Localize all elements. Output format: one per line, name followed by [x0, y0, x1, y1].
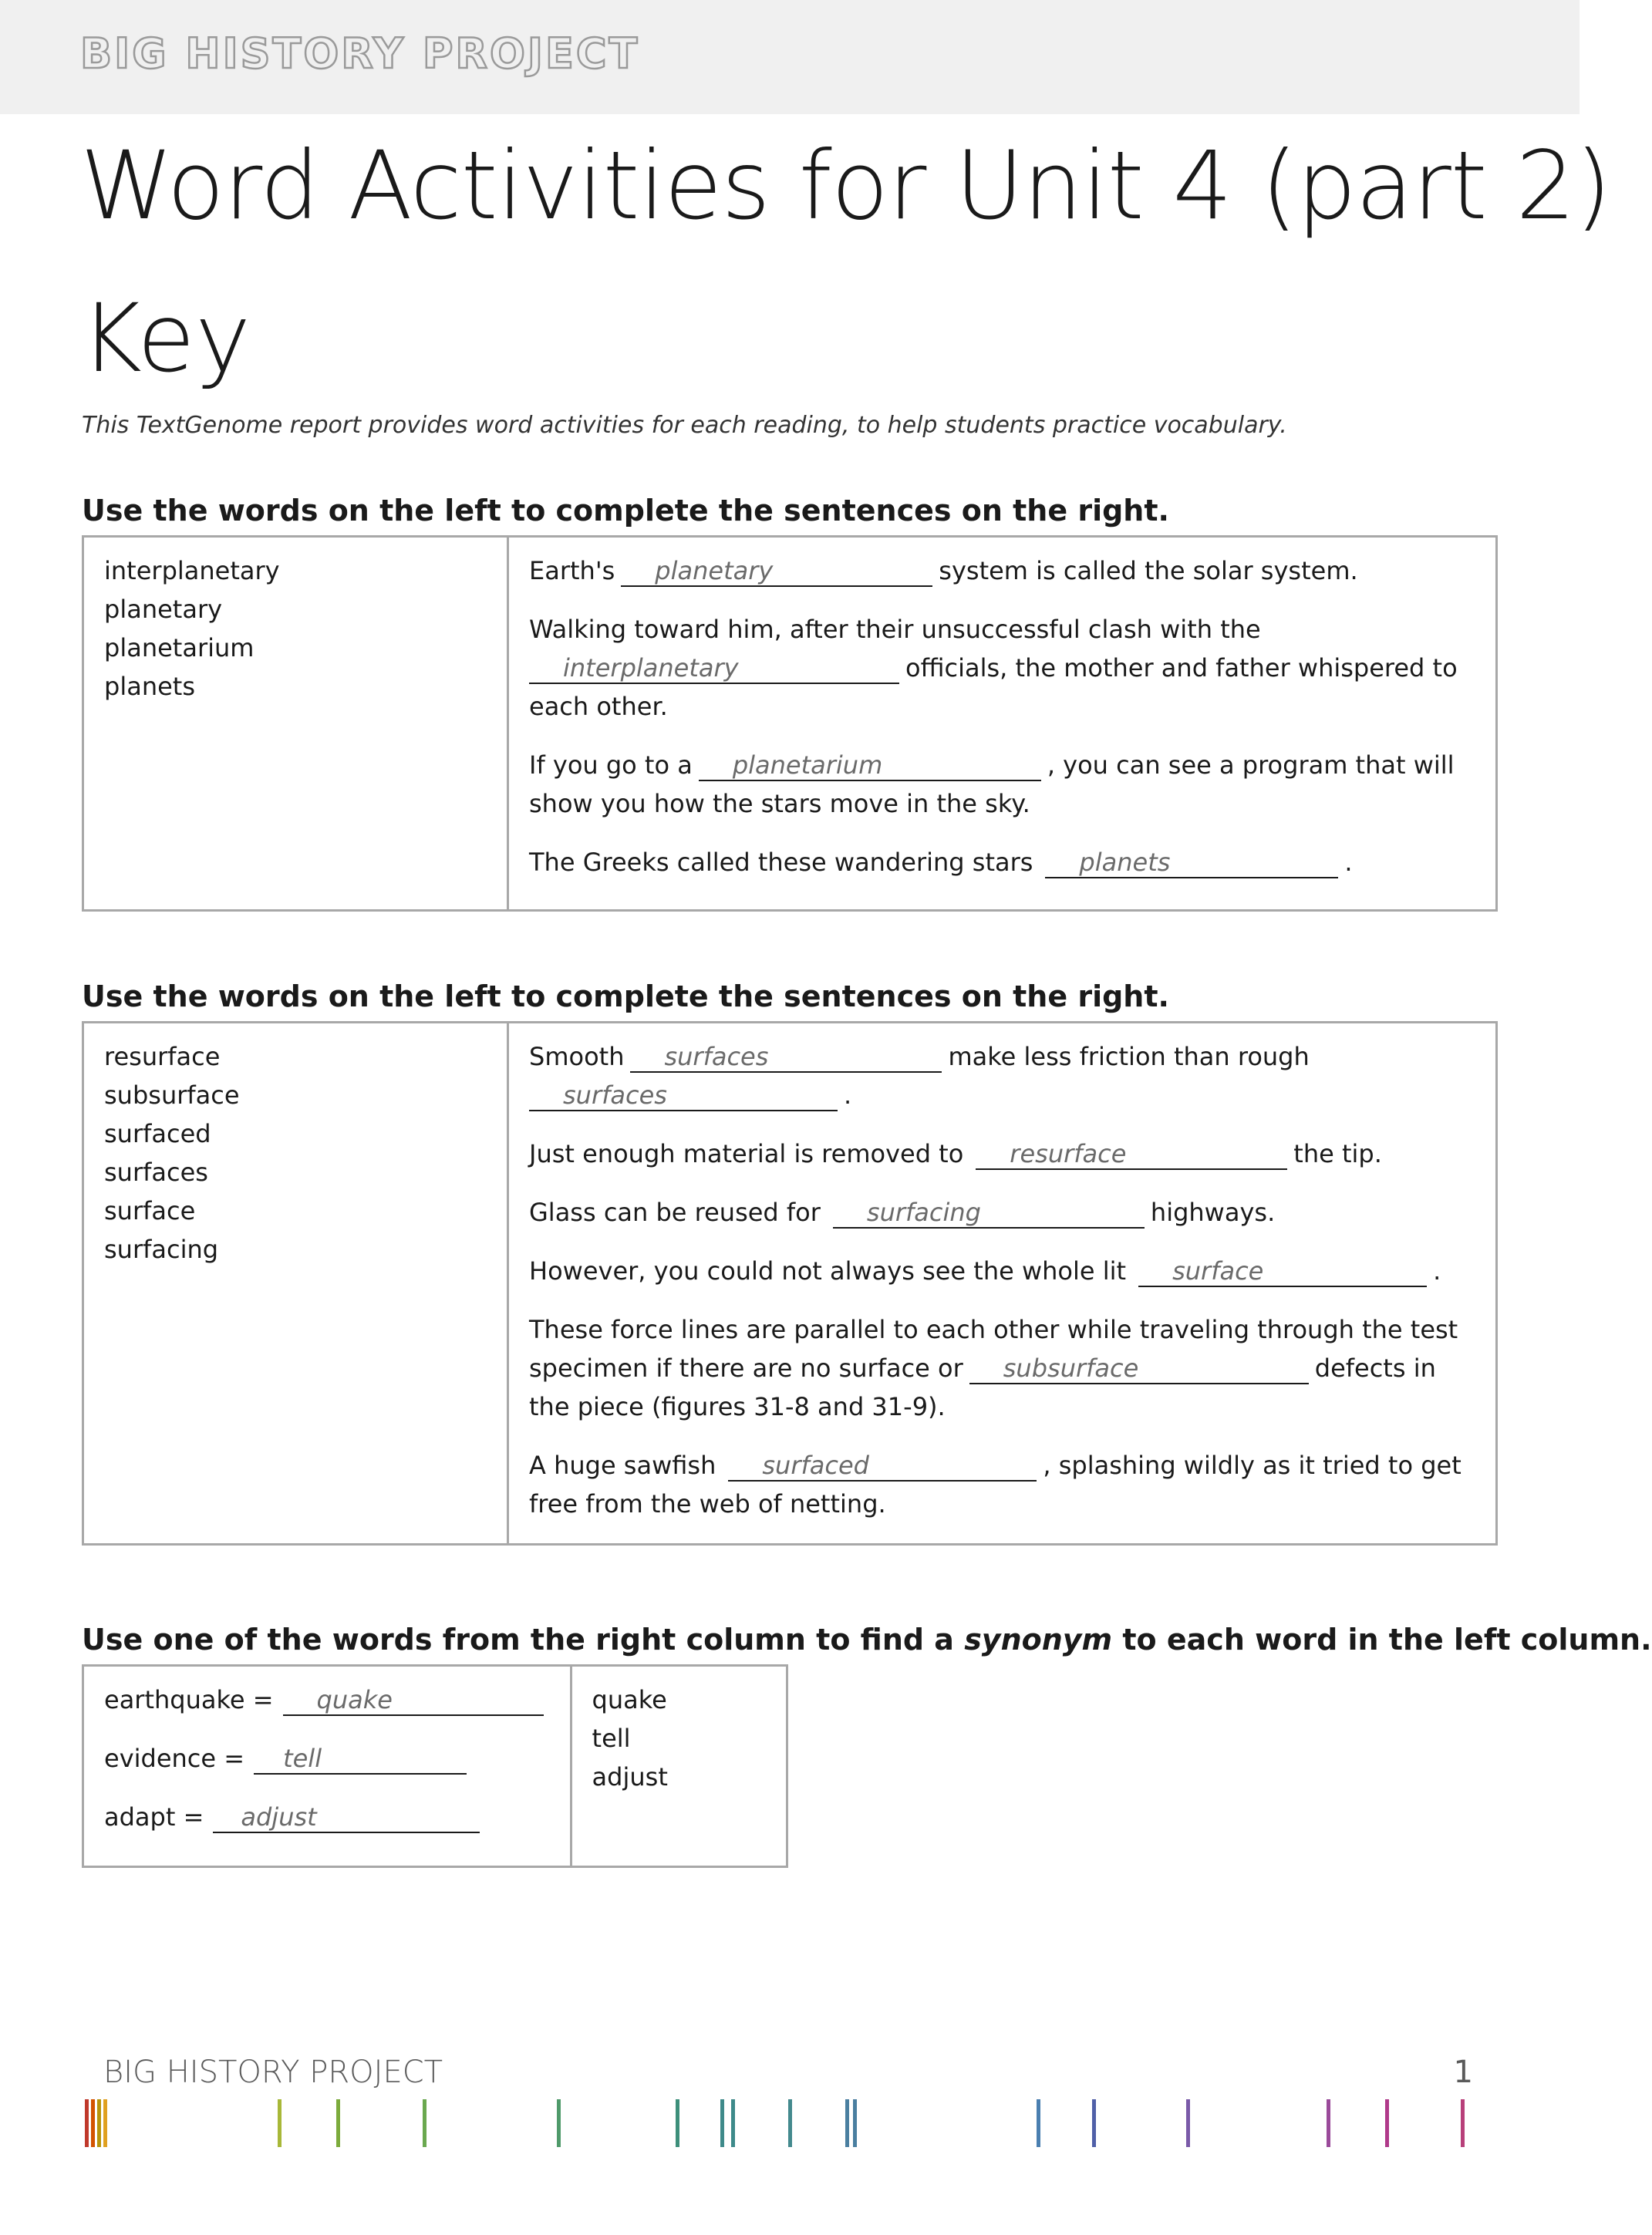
word-item: surfaced: [104, 1119, 211, 1148]
option-item: tell: [592, 1724, 631, 1753]
answer-blank: tell: [254, 1744, 467, 1775]
synonym-pairs: [83, 1666, 571, 1867]
section2-table: [82, 1021, 1498, 1546]
footer-bar: [788, 2099, 792, 2147]
sentence: These force lines are parallel to each other while traveling through the test specimen if there are no surface or subsurface defects in the piece (figures 31-8 and 31-9).: [529, 1315, 1458, 1421]
page-title: Word Activities for Unit 4 (part 2): [80, 131, 1611, 241]
word-item: surface: [104, 1196, 196, 1225]
section2-heading: Use the words on the left to complete the sentences on the right.: [82, 979, 1169, 1013]
sentence: Walking toward him, after their unsuccessful clash with the interplanetary officials, the mother and father whispered to each other.: [529, 615, 1458, 721]
brand-logo: BIG HISTORY PROJECT: [80, 29, 640, 78]
footer-bar: [557, 2099, 561, 2147]
answer-blank: planets: [1045, 848, 1338, 878]
sentence: Earth's planetary system is called the solar system.: [529, 556, 1358, 585]
section2-word-list: [83, 1023, 508, 1545]
footer-bar: [336, 2099, 340, 2147]
footer-bar: [103, 2099, 107, 2147]
footer-bar: [853, 2099, 857, 2147]
footer-bar: [85, 2099, 89, 2147]
answer-blank: surfaces: [529, 1080, 838, 1111]
footer-bar: [91, 2099, 95, 2147]
section1-sentences: [508, 537, 1497, 911]
footer-bar: [1037, 2099, 1040, 2147]
intro-text: This TextGenome report provides word activities for each reading, to help students practice vocabulary.: [82, 412, 1287, 439]
footer-bar: [97, 2099, 101, 2147]
footer-bar: [1092, 2099, 1096, 2147]
footer-bar: [676, 2099, 679, 2147]
sentence: If you go to a planetarium , you can see a program that will show you how the stars move in the sky.: [529, 750, 1455, 818]
answer-blank: surfaced: [728, 1451, 1037, 1482]
word-item: surfacing: [104, 1235, 219, 1264]
word-item: surfaces: [104, 1158, 208, 1187]
footer-bar: [731, 2099, 735, 2147]
footer-bar: [1461, 2099, 1465, 2147]
answer-blank: surfacing: [833, 1198, 1145, 1229]
synonym-pair: earthquake = quake: [104, 1680, 550, 1719]
word-item: subsurface: [104, 1080, 240, 1110]
word-item: resurface: [104, 1042, 221, 1071]
option-item: quake: [592, 1685, 667, 1714]
sentence: Glass can be reused for surfacing highways.: [529, 1198, 1276, 1227]
section1-heading: Use the words on the left to complete the sentences on the right.: [82, 494, 1169, 528]
footer-brand: BIG HISTORY PROJECT: [103, 2055, 443, 2090]
section3-heading: Use one of the words from the right column to find a synonym to each word in the left column.: [82, 1623, 1652, 1657]
footer-bar: [845, 2099, 849, 2147]
answer-blank: surface: [1138, 1256, 1427, 1287]
answer-blank: resurface: [976, 1139, 1287, 1170]
footer-bar: [1186, 2099, 1190, 2147]
sentence: Smooth surfaces make less friction than rough surfaces .: [529, 1042, 1310, 1110]
word-item: interplanetary: [104, 556, 280, 585]
footer-bar: [423, 2099, 426, 2147]
word-item: planetarium: [104, 633, 255, 662]
answer-blank: subsurface: [969, 1353, 1309, 1384]
answer-blank: adjust: [213, 1802, 480, 1833]
section1-table: [82, 535, 1498, 912]
section2-sentences: [508, 1023, 1497, 1545]
synonym-pair: adapt = adjust: [104, 1798, 550, 1836]
synonym-pair: evidence = tell: [104, 1739, 550, 1778]
page-subtitle: Key: [80, 284, 251, 393]
synonym-emphasis: synonym: [964, 1623, 1113, 1657]
footer-bar: [1327, 2099, 1330, 2147]
sentence: A huge sawfish surfaced , splashing wildly as it tried to get free from the web of netting.: [529, 1451, 1462, 1519]
footer-bar: [720, 2099, 724, 2147]
footer-bar: [1385, 2099, 1389, 2147]
sentence: The Greeks called these wandering stars planets .: [529, 848, 1353, 877]
word-item: planets: [104, 672, 195, 701]
page-number: 1: [1453, 2055, 1473, 2090]
section3-table: [82, 1664, 788, 1868]
footer-color-bars: [0, 2098, 1580, 2152]
word-item: planetary: [104, 595, 223, 624]
answer-blank: interplanetary: [529, 653, 899, 684]
synonym-options: [571, 1666, 787, 1867]
sentence: Just enough material is removed to resurface the tip.: [529, 1139, 1382, 1168]
footer-bar: [278, 2099, 282, 2147]
option-item: adjust: [592, 1762, 668, 1792]
answer-blank: surfaces: [630, 1042, 942, 1073]
answer-blank: planetarium: [699, 750, 1041, 781]
answer-blank: planetary: [621, 556, 932, 587]
section1-word-list: [83, 537, 508, 911]
sentence: However, you could not always see the whole lit surface .: [529, 1256, 1441, 1286]
answer-blank: quake: [283, 1685, 544, 1716]
